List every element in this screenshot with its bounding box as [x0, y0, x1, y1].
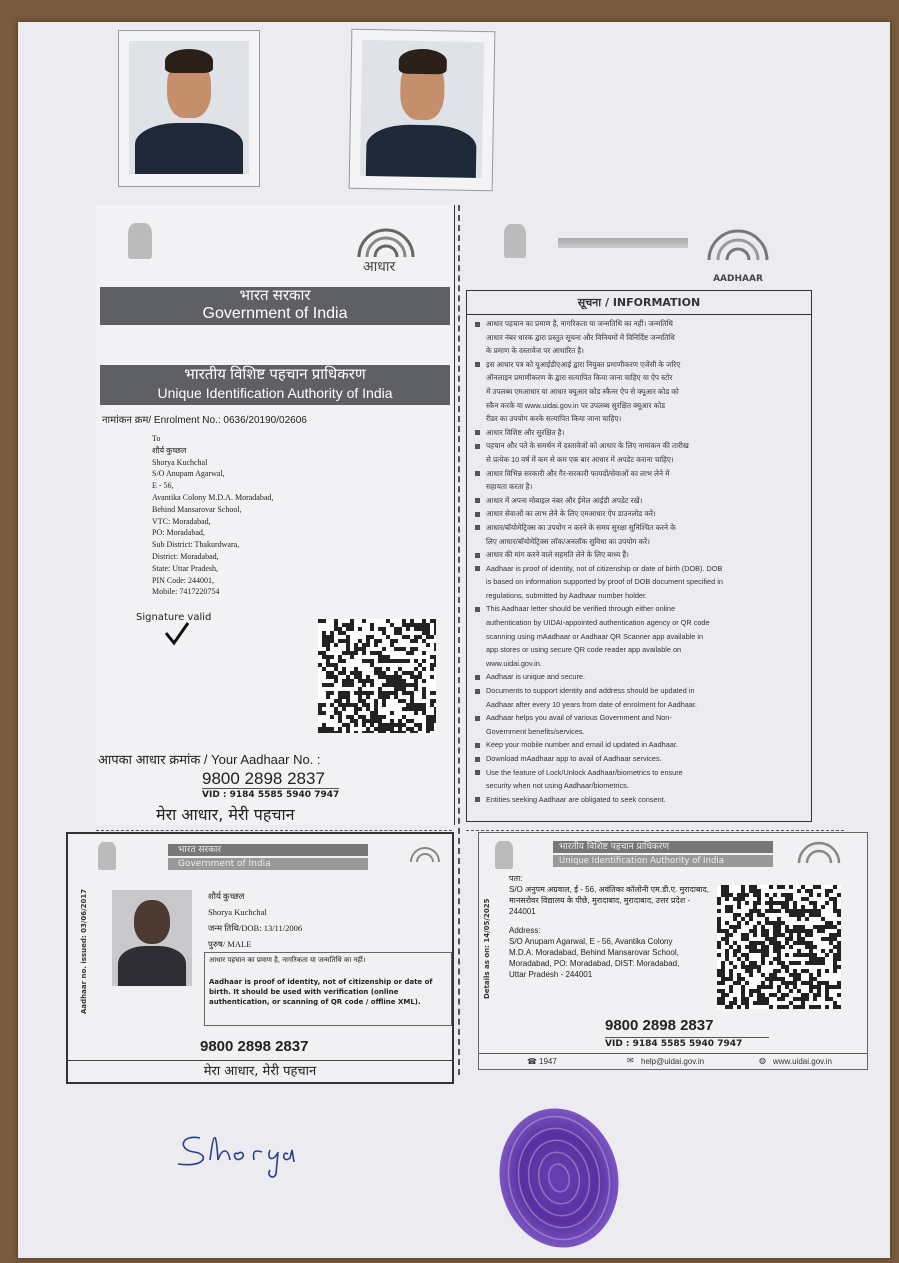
card-holder-details	[208, 888, 302, 952]
info-point	[475, 358, 811, 372]
address-label: Address:	[509, 926, 541, 935]
address-line: Shorya Kuchchal	[152, 457, 208, 467]
card-uidai-hindi: भारतीय विशिष्ट पहचान प्राधिकरण	[553, 841, 773, 853]
phone-icon: ☎	[527, 1057, 537, 1066]
info-point	[475, 521, 811, 535]
info-point	[475, 385, 811, 399]
recipient-address	[152, 433, 372, 598]
info-point	[475, 766, 811, 780]
address-line: PO: Moradabad,	[152, 528, 205, 538]
info-point	[475, 494, 811, 508]
info-point	[475, 575, 811, 589]
bullet-icon	[475, 498, 480, 503]
info-point-text: आधार सेवाओं का लाभ लेने के लिए एमआधार ऐप डाउनलोड करें।	[486, 509, 656, 519]
info-point-text: Use the feature of Lock/Unlock Aadhaar/biometrics to ensure	[486, 767, 683, 777]
address-line: Mobile: 7417220754	[152, 587, 220, 597]
national-emblem-icon	[98, 842, 116, 870]
info-point-text: आधार विशिष्ट और सुरक्षित है।	[486, 427, 565, 437]
info-point	[475, 535, 811, 549]
info-point	[475, 426, 811, 440]
bullet-icon	[475, 607, 480, 612]
info-point-text: Aadhaar is unique and secure.	[486, 672, 585, 682]
address-line: VTC: Moradabad,	[152, 516, 211, 526]
address-line: To	[152, 434, 161, 443]
passport-photo	[349, 29, 496, 191]
info-point	[475, 657, 811, 671]
aadhaar-logo-small	[408, 842, 442, 868]
info-list	[467, 317, 811, 806]
info-point-text: आधार पहचान का प्रमाण है, नागरिकता या जन्मतिथि का नहीं। जन्मतिथि	[486, 319, 673, 328]
information-panel	[466, 210, 810, 822]
qr-code	[717, 885, 841, 1009]
aadhaar-logo-text: आधार	[363, 259, 396, 275]
address-line: M.D.A. Moradabad, Behind Mansarovar School,	[509, 948, 679, 957]
info-point-text: is based on information supported by proof of DOB document specified in	[486, 577, 723, 587]
info-point-text: Entities seeking Aadhaar are obligated to seek consent.	[486, 794, 666, 804]
info-point-text: लिए आधार/बॉयोमेट्रिक्स लॉक/अनलॉक सुविधा का उपयोग करें।	[486, 536, 650, 546]
aadhaar-logo-small	[795, 839, 843, 871]
bullet-icon	[475, 444, 480, 449]
address-line: District: Moradabad,	[152, 551, 219, 561]
details-date: Details as on: 14/05/2025	[483, 898, 491, 999]
info-point	[475, 670, 811, 684]
info-point-text: से प्रत्येक 10 वर्ष में कम से कम एक बार आधार में अपडेट कराना चाहिए।	[486, 454, 674, 464]
info-point	[475, 467, 811, 481]
info-point	[475, 616, 811, 630]
aadhaar-logo	[351, 223, 421, 275]
address-line: शौर्य कुच्छल	[152, 445, 187, 455]
aadhaar-letter-left-panel	[96, 205, 455, 825]
info-point-text: आधार में अपना मोबाइल नंबर और ईमेल आईडी अपडेट रखें।	[486, 495, 643, 505]
government-title: Government of India	[202, 305, 348, 322]
card-gov-hindi: भारत सरकार	[168, 844, 368, 856]
info-point	[475, 453, 811, 467]
enrolment-number: नामांकन क्रम/ Enrolment No.: 0636/20190/02606	[102, 415, 307, 426]
signature-valid-label: Signature valid	[136, 612, 212, 623]
address-hindi-label: पता:	[509, 874, 523, 883]
info-title: सूचना / INFORMATION	[577, 296, 701, 309]
aadhaar-number: 9800 2898 2837	[202, 769, 325, 788]
government-hindi: भारत सरकार	[239, 287, 311, 304]
government-banner	[100, 287, 450, 325]
address-line: Avantika Colony M.D.A. Moradabad,	[152, 492, 274, 502]
info-point	[475, 412, 811, 426]
info-point-text: Keep your mobile number and email id updated in Aadhaar.	[486, 740, 678, 750]
card-note-english: Aadhaar is proof of identity, not of citizenship or date of birth. It should be used with verification (online authentication, or scanning of QR code / offline XML).	[209, 978, 433, 1006]
info-point	[475, 548, 811, 562]
bullet-icon	[475, 430, 480, 435]
card-uidai-title: Unique Identification Authority of India	[553, 855, 773, 867]
address-lines	[509, 936, 717, 980]
info-point-text: authentication by UIDAI-appointed authentication agency or QR code	[486, 618, 710, 628]
info-point-text: regulations, submitted by Aadhaar number holder.	[486, 590, 648, 600]
aadhaar-card-back	[478, 832, 868, 1070]
uidai-title: Unique Identification Authority of India	[157, 385, 393, 401]
uidai-banner	[100, 365, 450, 405]
signature-check-icon	[164, 621, 190, 651]
info-point	[475, 331, 811, 345]
card-back-footer	[479, 1053, 867, 1070]
info-point-text: security when not using Aadhaar/biometrics.	[486, 781, 629, 791]
info-point	[475, 643, 811, 657]
info-point	[475, 752, 811, 766]
address-line: PIN Code: 244001,	[152, 575, 214, 585]
address-line: Behind Mansarovar School,	[152, 504, 242, 514]
info-point-text: app stores or using secure QR code reader app available on	[486, 645, 682, 655]
bullet-icon	[475, 471, 480, 476]
info-point	[475, 344, 811, 358]
info-point	[475, 480, 811, 494]
info-point-text: Aadhaar helps you avail of various Government and Non-	[486, 713, 672, 723]
national-emblem-icon	[504, 224, 526, 258]
info-point-text: के प्रमाण के दस्तावेज पर आधारित है।	[486, 346, 584, 356]
holder-dob: जन्म तिथि/DOB: 13/11/2006	[208, 923, 303, 933]
info-point-text: आधार नंबर धारक द्वारा प्रस्तुत सूचना और विनियमों में विनिर्दिष्ट जन्मतिथि	[486, 332, 675, 342]
card-note-box	[204, 952, 452, 1026]
issued-date: Aadhaar no. issued: 03/06/2017	[80, 888, 88, 1014]
info-point	[475, 602, 811, 616]
card-slogan: मेरा आधार, मेरी पहचान	[68, 1060, 452, 1079]
info-point	[475, 738, 811, 752]
info-point-text: सहायता करता है।	[486, 482, 533, 492]
info-point-text: स्कैन करके या www.uidai.gov.in पर उपलब्ध सुरक्षित क्यूआर कोड	[486, 400, 666, 410]
card-note-hindi: आधार पहचान का प्रमाण है, नागरिकता या जन्मतिथि का नहीं।	[209, 956, 366, 964]
fold-line	[458, 205, 460, 1075]
info-point	[475, 779, 811, 793]
address-hindi: S/O अनुपम अग्रवाल, ई - 56, अवंतिका कॉलोनी एम.डी.ए. मुरादाबाद, मानसरोवर विद्यालय के पीछे, मुरादाबाद, मुरादाबाद, उत्तर प्रदेश - 244001	[509, 885, 710, 916]
bullet-icon	[475, 689, 480, 694]
card-address	[509, 873, 717, 980]
info-point-text: Aadhaar after every 10 years from date of enrolment for Aadhaar.	[486, 699, 697, 709]
email-icon: ✉	[627, 1056, 634, 1065]
card-back-vid: VID : 9184 5585 5940 7947	[605, 1037, 769, 1049]
bullet-icon	[475, 797, 480, 802]
holder-name: Shorya Kuchchal	[208, 907, 267, 917]
bullet-icon	[475, 716, 480, 721]
info-point	[475, 711, 811, 725]
card-uidai-header	[553, 841, 773, 869]
info-point	[475, 317, 811, 331]
info-point	[475, 725, 811, 739]
address-line: Sub District: Thakurdwara,	[152, 540, 240, 550]
info-point	[475, 399, 811, 413]
address-line: S/O Anupam Agarwal,	[152, 469, 225, 479]
info-point	[475, 562, 811, 576]
vid-number: VID : 9184 5585 5940 7947	[202, 790, 340, 800]
bullet-icon	[475, 770, 480, 775]
info-point	[475, 684, 811, 698]
address-line: S/O Anupam Agarwal, E - 56, Avantika Colony	[509, 937, 673, 946]
holder-name-hindi: शौर्य कुच्छल	[208, 891, 245, 901]
info-point-text: में उपलब्ध एमआधार या आधार क्यूआर कोड स्कैनर ऐप से क्यूआर कोड को	[486, 386, 679, 396]
bullet-icon	[475, 362, 480, 367]
qr-code	[318, 619, 436, 733]
address-line: E - 56,	[152, 481, 174, 491]
aadhaar-logo-label: AADHAAR	[713, 274, 763, 284]
aadhaar-logo-en	[701, 226, 775, 284]
info-point-text: इस आधार पत्र को यूआईडीएआई द्वारा नियुक्त प्रमाणीकरण एजेंसी के जरिए	[486, 359, 681, 369]
info-point	[475, 630, 811, 644]
uidai-hindi: भारतीय विशिष्ट पहचान प्राधिकरण	[184, 366, 366, 383]
info-point-text: आधार/बॉयोमेट्रिक्स का उपयोग न करने के समय सुरक्षा सुनिश्चित करने के	[486, 522, 676, 532]
bullet-icon	[475, 566, 480, 571]
card-aadhaar-number: 9800 2898 2837	[200, 1038, 309, 1055]
phone-number: 1947	[539, 1057, 557, 1066]
aadhaar-slogan: मेरा आधार, मेरी पहचान	[156, 805, 295, 824]
cut-line	[96, 830, 452, 831]
national-emblem-icon	[128, 223, 152, 259]
address-line: State: Uttar Pradesh,	[152, 563, 218, 573]
info-point-text: Aadhaar is proof of identity, not of citizenship or date of birth (DOB). DOB	[486, 563, 723, 573]
info-point-text: Download mAadhaar app to avail of Aadhaar services.	[486, 754, 662, 763]
info-point	[475, 698, 811, 712]
aadhaar-card-front	[66, 832, 454, 1084]
globe-icon: ◍	[759, 1056, 766, 1065]
bullet-icon	[475, 322, 480, 327]
header-redaction	[558, 238, 688, 248]
info-point-text: पहचान और पते के समर्थन में दस्तावेजों को आधार के लिए नामांकन की तारीख	[486, 441, 689, 451]
handwritten-signature	[170, 1120, 340, 1180]
bullet-icon	[475, 743, 480, 748]
bullet-icon	[475, 553, 480, 558]
info-point-text: scanning using mAadhaar or Aadhaar QR Scanner app available in	[486, 631, 704, 641]
card-back-aadhaar-number: 9800 2898 2837	[605, 1017, 714, 1034]
address-line: Moradabad, PO: Moradabad, DIST: Moradabad,	[509, 959, 680, 968]
info-point	[475, 507, 811, 521]
info-point-text: आधार विभिन्न सरकारी और गैर-सरकारी फायदों/सेवाओं का लाभ लेने में	[486, 468, 670, 478]
card-gov-title: Government of India	[168, 858, 368, 870]
info-point-text: Documents to support identity and address should be updated in	[486, 686, 695, 696]
national-emblem-icon	[495, 841, 513, 869]
address-line: Uttar Pradesh - 244001	[509, 970, 593, 979]
bullet-icon	[475, 757, 480, 762]
help-email: help@uidai.gov.in	[641, 1057, 705, 1066]
info-point-text: This Aadhaar letter should be verified through either online	[486, 604, 676, 614]
card-gov-header	[168, 844, 368, 872]
info-point-text: Government benefits/services.	[486, 726, 585, 736]
passport-photo	[118, 30, 260, 187]
info-point-text: ऑनलाइन प्रमाणीकरण के द्वारा सत्यापित किया जाना चाहिए या ऐप स्टोर	[486, 373, 673, 383]
bullet-icon	[475, 675, 480, 680]
info-separator	[467, 314, 811, 315]
info-point-text: www.uidai.gov.in.	[486, 658, 542, 668]
holder-gender: पुरुष/ MALE	[208, 939, 252, 949]
info-point	[475, 589, 811, 603]
info-box	[466, 290, 812, 822]
cut-line	[466, 830, 844, 831]
info-point-text: आधार की मांग करने वाले सहमति लेने के लिए बाध्य हैं।	[486, 550, 629, 560]
your-aadhaar-label: आपका आधार क्रमांक / Your Aadhaar No. :	[98, 752, 321, 767]
website: www.uidai.gov.in	[773, 1057, 832, 1066]
card-holder-photo	[112, 890, 192, 986]
info-point	[475, 439, 811, 453]
info-point	[475, 371, 811, 385]
bullet-icon	[475, 512, 480, 517]
bullet-icon	[475, 525, 480, 530]
info-point-text: रीडर का उपयोग करके सत्यापित किया जाना चाहिए।	[486, 414, 622, 424]
info-point	[475, 793, 811, 807]
